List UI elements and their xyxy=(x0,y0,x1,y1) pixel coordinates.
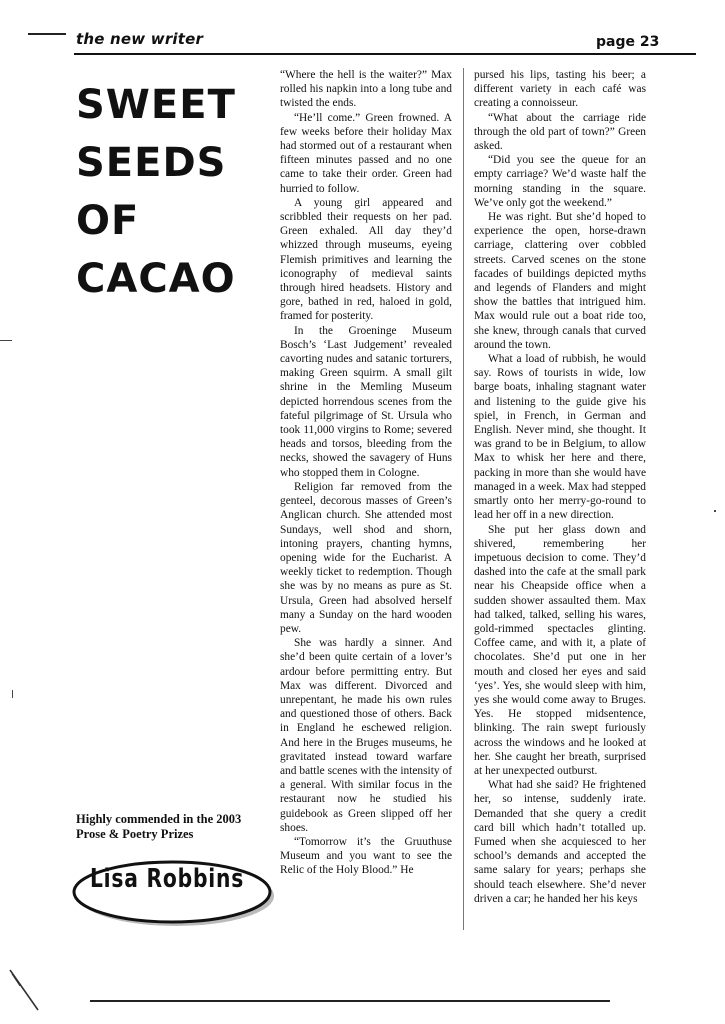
paragraph: She was hardly a sinner. And she’d been quite certain of a lover’s ardour before permitting entry. But Max was different. Divorced and unrepentant, he made his own rules and questioned those of others. Back in England he eschewed religion. And here in the Bruges museums, he gravitated instead toward warfare and battle scenes with the intensity of a general. With similar focus in the restaurant now he studied his guidebook as Green slipped off her shoes. xyxy=(280,637,452,834)
title-line: SWEET xyxy=(76,82,236,128)
margin-tick xyxy=(12,690,13,698)
story-title xyxy=(76,76,256,308)
paragraph: A young girl appeared and scribbled their requests on her pad. Green exhaled. All day they’d whizzed through museums, eyeing Flemish primitives and learning the iconography of medieval saints through hired headsets. History and gore, bathed in red, haloed in gold, framed for posterity. xyxy=(280,196,452,323)
margin-tick xyxy=(0,340,12,341)
author-name: Lisa Robbins xyxy=(89,864,245,894)
footer-rule xyxy=(90,1000,610,1002)
magazine-name: the new writer xyxy=(76,30,204,48)
title-line: CACAO xyxy=(76,256,236,302)
paragraph: What had she said? He frightened her, so intense, suddenly irate. Demanded that she query a credit card bill which hadn’t totalled up. Fumed when she acquiesced to her school’s demands and accepted the same salary for years; perhaps she should teach elsewhere. She’d never driven a car; he handed her his keys xyxy=(474,779,646,905)
title-line: SEEDS xyxy=(76,140,227,186)
paragraph: “He’ll come.” Green frowned. A few weeks before their holiday Max had stormed out of a restaurant when fifteen minutes passed and no one came to take their order. Green had hurried to follow. xyxy=(280,111,452,195)
scan-corner-mark xyxy=(8,968,48,1012)
title-line: OF xyxy=(76,198,140,244)
paragraph: He was right. But she’d hoped to experience the open, horse-drawn carriage, clattering over cobbled streets. Carved scenes on the stone facades of buildings depicted myths and legends of Flanders and might show the battles that intrigued him. Max would rule out a boat ride too, she knew, through canals that curved around the town. xyxy=(474,211,646,351)
paragraph: pursed his lips, tasting his beer; a different variety in each café was creating a connoisseur. xyxy=(474,69,646,110)
paragraph: She put her glass down and shivered, remembering her impetuous decision to come. They’d dashed into the cafe at the small park near his Cheapside office when a sudden shower assaulted them. Max had talked, talked, selling his wares, gold-rimmed spectacles glinting. Coffee came, and with it, a plate of chocolates. She’d put one in her mouth and closed her eyes and said ‘yes’. Yes, she would sleep with him, yes she would come away to Bruges. Yes. He stopped midsentence, blinking. The rain swept furiously across the windows and he looked at her. She caught her breath, surprised at her unexpected outburst. xyxy=(474,523,646,777)
paragraph: “Did you see the queue for an empty carriage? We’d waste half the morning standing in the square. We’ve only got the weekend.” xyxy=(474,154,646,209)
paragraph: “What about the carriage ride through the old part of town?” Green asked. xyxy=(474,111,646,153)
paragraph: In the Groeninge Museum Bosch’s ‘Last Judgement’ revealed cavorting nudes and satanic torturers, making Green squirm. A small gilt shrine in the Memling Museum depicted horrendous scenes from the fateful pilgrimage of St. Ursula who took 11,000 virgins to Rome; severed heads and torsos, bleeding from the necks, showed the savagery of Huns who stopped them in Cologne. xyxy=(280,324,452,479)
commendation-note: Highly commended in the 2003 Prose & Poetry Prizes xyxy=(76,812,242,841)
header-rule xyxy=(74,53,696,55)
column-divider xyxy=(463,68,464,930)
page-number: page 23 xyxy=(596,34,660,50)
text-column-2 xyxy=(474,68,646,906)
paragraph: Religion far removed from the genteel, decorous masses of Green’s Anglican church. She attended most Sundays, well shod and shorn, intoning prayers, chanting hymns, opening wide for the Eucharist. A weekly ticket to redemption. Though she was by no means as pure as St. Ursula, Green had absolved herself many a Sunday on the hard wooden pew. xyxy=(280,480,452,635)
paragraph: “Tomorrow it’s the Gruuthuse Museum and you want to see the Relic of the Holy Blood.” He xyxy=(280,835,452,877)
margin-tick xyxy=(714,510,716,512)
header-dash xyxy=(28,33,66,35)
text-column-1 xyxy=(280,68,452,878)
paragraph: What a load of rubbish, he would say. Rows of tourists in wide, low barge boats, inhaling stagnant water and listening to the guide give his spiel, in French, in German and English. Never mind, she thought. It was grand to be in Belgium, to allow Max to whisk her here and there, packing in more than she would have managed in a week. Max had stepped smartly onto her merry-go-round to lead her off in a new direction. xyxy=(474,353,646,522)
paragraph: “Where the hell is the waiter?” Max rolled his napkin into a long tube and twisted the ends. xyxy=(280,69,452,110)
